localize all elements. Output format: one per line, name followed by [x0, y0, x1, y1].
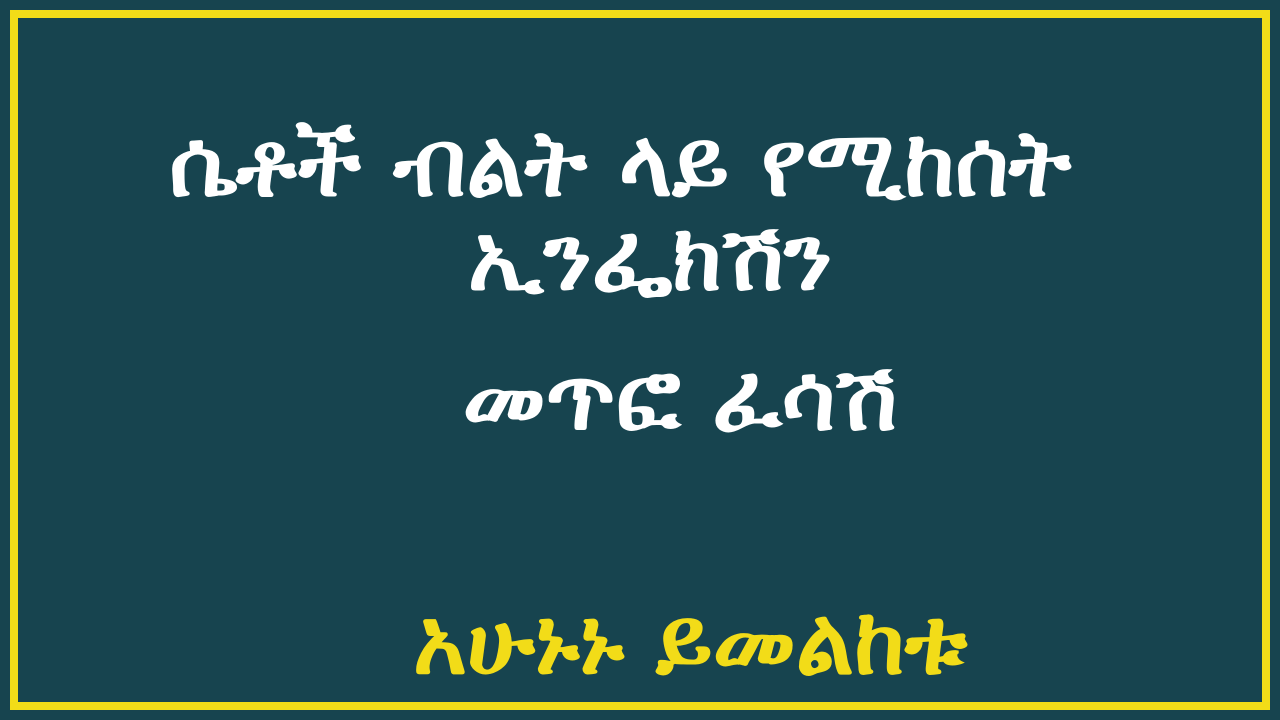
title-line-1: ሴቶች ብልት ላይ የሚከሰት — [168, 110, 1071, 217]
cta-text: አሁኑኑ ይመልከቱ — [412, 588, 968, 695]
title-line-3: መጥፎ ፈሳሽ — [462, 344, 898, 451]
title-line-2: ኢንፌክሽን — [467, 204, 833, 311]
